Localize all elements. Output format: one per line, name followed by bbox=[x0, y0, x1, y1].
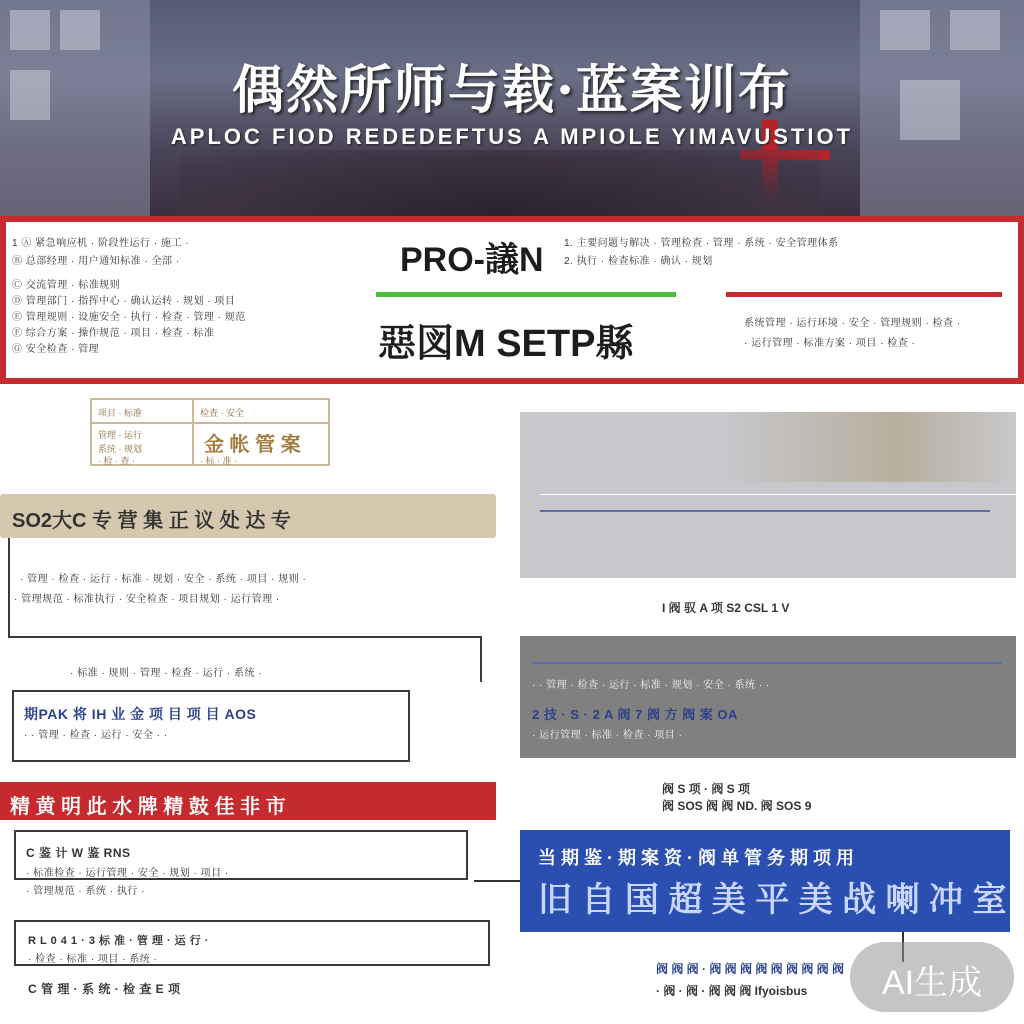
table-cell: 项目 · 标准 bbox=[98, 408, 142, 418]
section-header-label: SO2大C 专 营 集 正 议 处 达 专 bbox=[12, 510, 291, 532]
window-shape bbox=[60, 10, 100, 50]
crowd-shape bbox=[180, 150, 820, 216]
photo-fade bbox=[720, 412, 1016, 482]
panel-line bbox=[540, 510, 990, 512]
info-line: Ⓔ 管理规则 · 设施安全 · 执行 · 检查 · 管理 · 规范 bbox=[12, 312, 246, 323]
panel-line bbox=[540, 494, 1016, 495]
body-text: · 管理规范 · 系统 · 执行 · bbox=[26, 886, 145, 897]
info-line: Ⓖ 安全检查 · 管理 bbox=[12, 344, 100, 355]
table-divider bbox=[192, 400, 194, 464]
status-text: 阀 SOS 阀 阀 ND. 阀 SOS 9 bbox=[662, 799, 812, 813]
info-line: Ⓒ 交流管理 · 标准规则 bbox=[12, 280, 121, 291]
table-divider bbox=[92, 422, 328, 424]
body-text: · 检查 · 标准 · 项目 · 系统 · bbox=[28, 954, 158, 965]
panel-caption: I 阀 驭 A 项 S2 CSL 1 V bbox=[662, 601, 790, 615]
pro-title: PRO-議N bbox=[400, 241, 544, 279]
table-cell: · 检 · 查 · bbox=[98, 456, 135, 466]
box-title: R L 0 4 1 · 3 标 准 · 管 理 · 运 行 · bbox=[28, 935, 209, 947]
info-line: 2. 执行 · 检查标准 · 确认 · 规划 bbox=[564, 256, 713, 267]
window-shape bbox=[950, 10, 1000, 50]
table-cell: 管理 · 运行 bbox=[98, 430, 142, 440]
summary-table bbox=[90, 398, 330, 466]
body-text: · 标准 · 规则 · 管理 · 检查 · 运行 · 系统 · bbox=[70, 668, 263, 679]
red-divider bbox=[726, 292, 1002, 297]
table-highlight: 金 帐 管 案 bbox=[204, 434, 301, 456]
blue-panel-heading: 旧 自 国 超 美 平 美 战 喇 冲 室 bbox=[538, 881, 1007, 919]
body-text: · 标准检查 · 运行管理 · 安全 · 规划 · 项目 · bbox=[26, 868, 229, 879]
window-shape bbox=[10, 10, 50, 50]
table-cell: · 标 · 准 · bbox=[200, 456, 237, 466]
green-divider bbox=[376, 292, 676, 297]
connector-line bbox=[8, 538, 12, 638]
info-line: Ⓓ 管理部门 · 指挥中心 · 确认运转 · 规划 · 项目 bbox=[12, 296, 236, 307]
table-cell: 系统 · 规划 bbox=[98, 444, 142, 454]
info-line: 系统管理 · 运行环境 · 安全 · 管理规则 · 检查 · bbox=[744, 318, 961, 329]
info-line: Ⓕ 综合方案 · 操作规范 · 项目 · 检查 · 标准 bbox=[12, 328, 215, 339]
photo-panel bbox=[520, 412, 1016, 578]
blue-panel-text: 当 期 鉴 · 期 案 资 · 阀 单 管 务 期 项 用 bbox=[538, 848, 855, 868]
info-line: 1. 主要问题与解决 · 管理检查 · 管理 · 系统 · 安全管理体系 bbox=[564, 238, 839, 249]
body-text: · 管理规范 · 标准执行 · 安全检查 · 项目规划 · 运行管理 · bbox=[14, 594, 280, 605]
panel-text: · 运行管理 · 标准 · 检查 · 项目 · bbox=[532, 730, 683, 741]
panel-line bbox=[532, 662, 1002, 664]
body-text: C 管 理 · 系 统 · 检 查 E 项 bbox=[28, 982, 181, 996]
table-cell: 检查 · 安全 bbox=[200, 408, 244, 418]
footer-text: 阀 阀 阀 · 阀 阀 阀 阀 阀 阀 阀 阀 阀 bbox=[656, 962, 845, 976]
body-text: · 管理 · 检查 · 运行 · 标准 · 规划 · 安全 · 系统 · 项目 · 规则 · bbox=[20, 574, 307, 585]
setup-title: 惡図M SETP縣 bbox=[378, 323, 634, 365]
ai-generated-label: AI生成 bbox=[881, 964, 983, 1002]
hero-title: 偶然所师与载·蓝案训布 bbox=[231, 60, 793, 121]
box-title: 期PAK 将 IH 业 金 项 目 项 目 AOS bbox=[24, 706, 257, 722]
connector-line bbox=[474, 880, 520, 882]
info-line: 1 Ⓐ 紧急响应机 · 阶段性运行 · 施工 · bbox=[12, 238, 189, 249]
panel-text: · · 管理 · 检查 · 运行 · 标准 · 规划 · 安全 · 系统 · · bbox=[532, 680, 770, 691]
status-text: 阀 S 项 · 阀 S 项 bbox=[662, 782, 751, 796]
hero-subtitle: APLOC FIOD REDEDEFTUS A MPIOLE YIMAVUSTIOT bbox=[170, 124, 854, 149]
section-header-label: 精 黄 明 此 水 牌 精 鼓 佳 非 市 bbox=[10, 796, 286, 818]
footer-text: · 阀 · 阀 · 阀 阀 阀 Ifyoisbus bbox=[656, 984, 808, 998]
info-line: · 运行管理 · 标准方案 · 项目 · 检查 · bbox=[744, 338, 916, 349]
info-line: Ⓑ 总部经理 · 用户通知标准 · 全部 · bbox=[12, 256, 180, 267]
panel-text: 2 技 · S · 2 A 阀 7 阀 方 阀 案 OA bbox=[532, 707, 738, 722]
body-text: · · 管理 · 检查 · 运行 · 安全 · · bbox=[24, 730, 168, 741]
box-title: C 鉴 计 W 鉴 RNS bbox=[26, 846, 131, 860]
window-shape bbox=[880, 10, 930, 50]
